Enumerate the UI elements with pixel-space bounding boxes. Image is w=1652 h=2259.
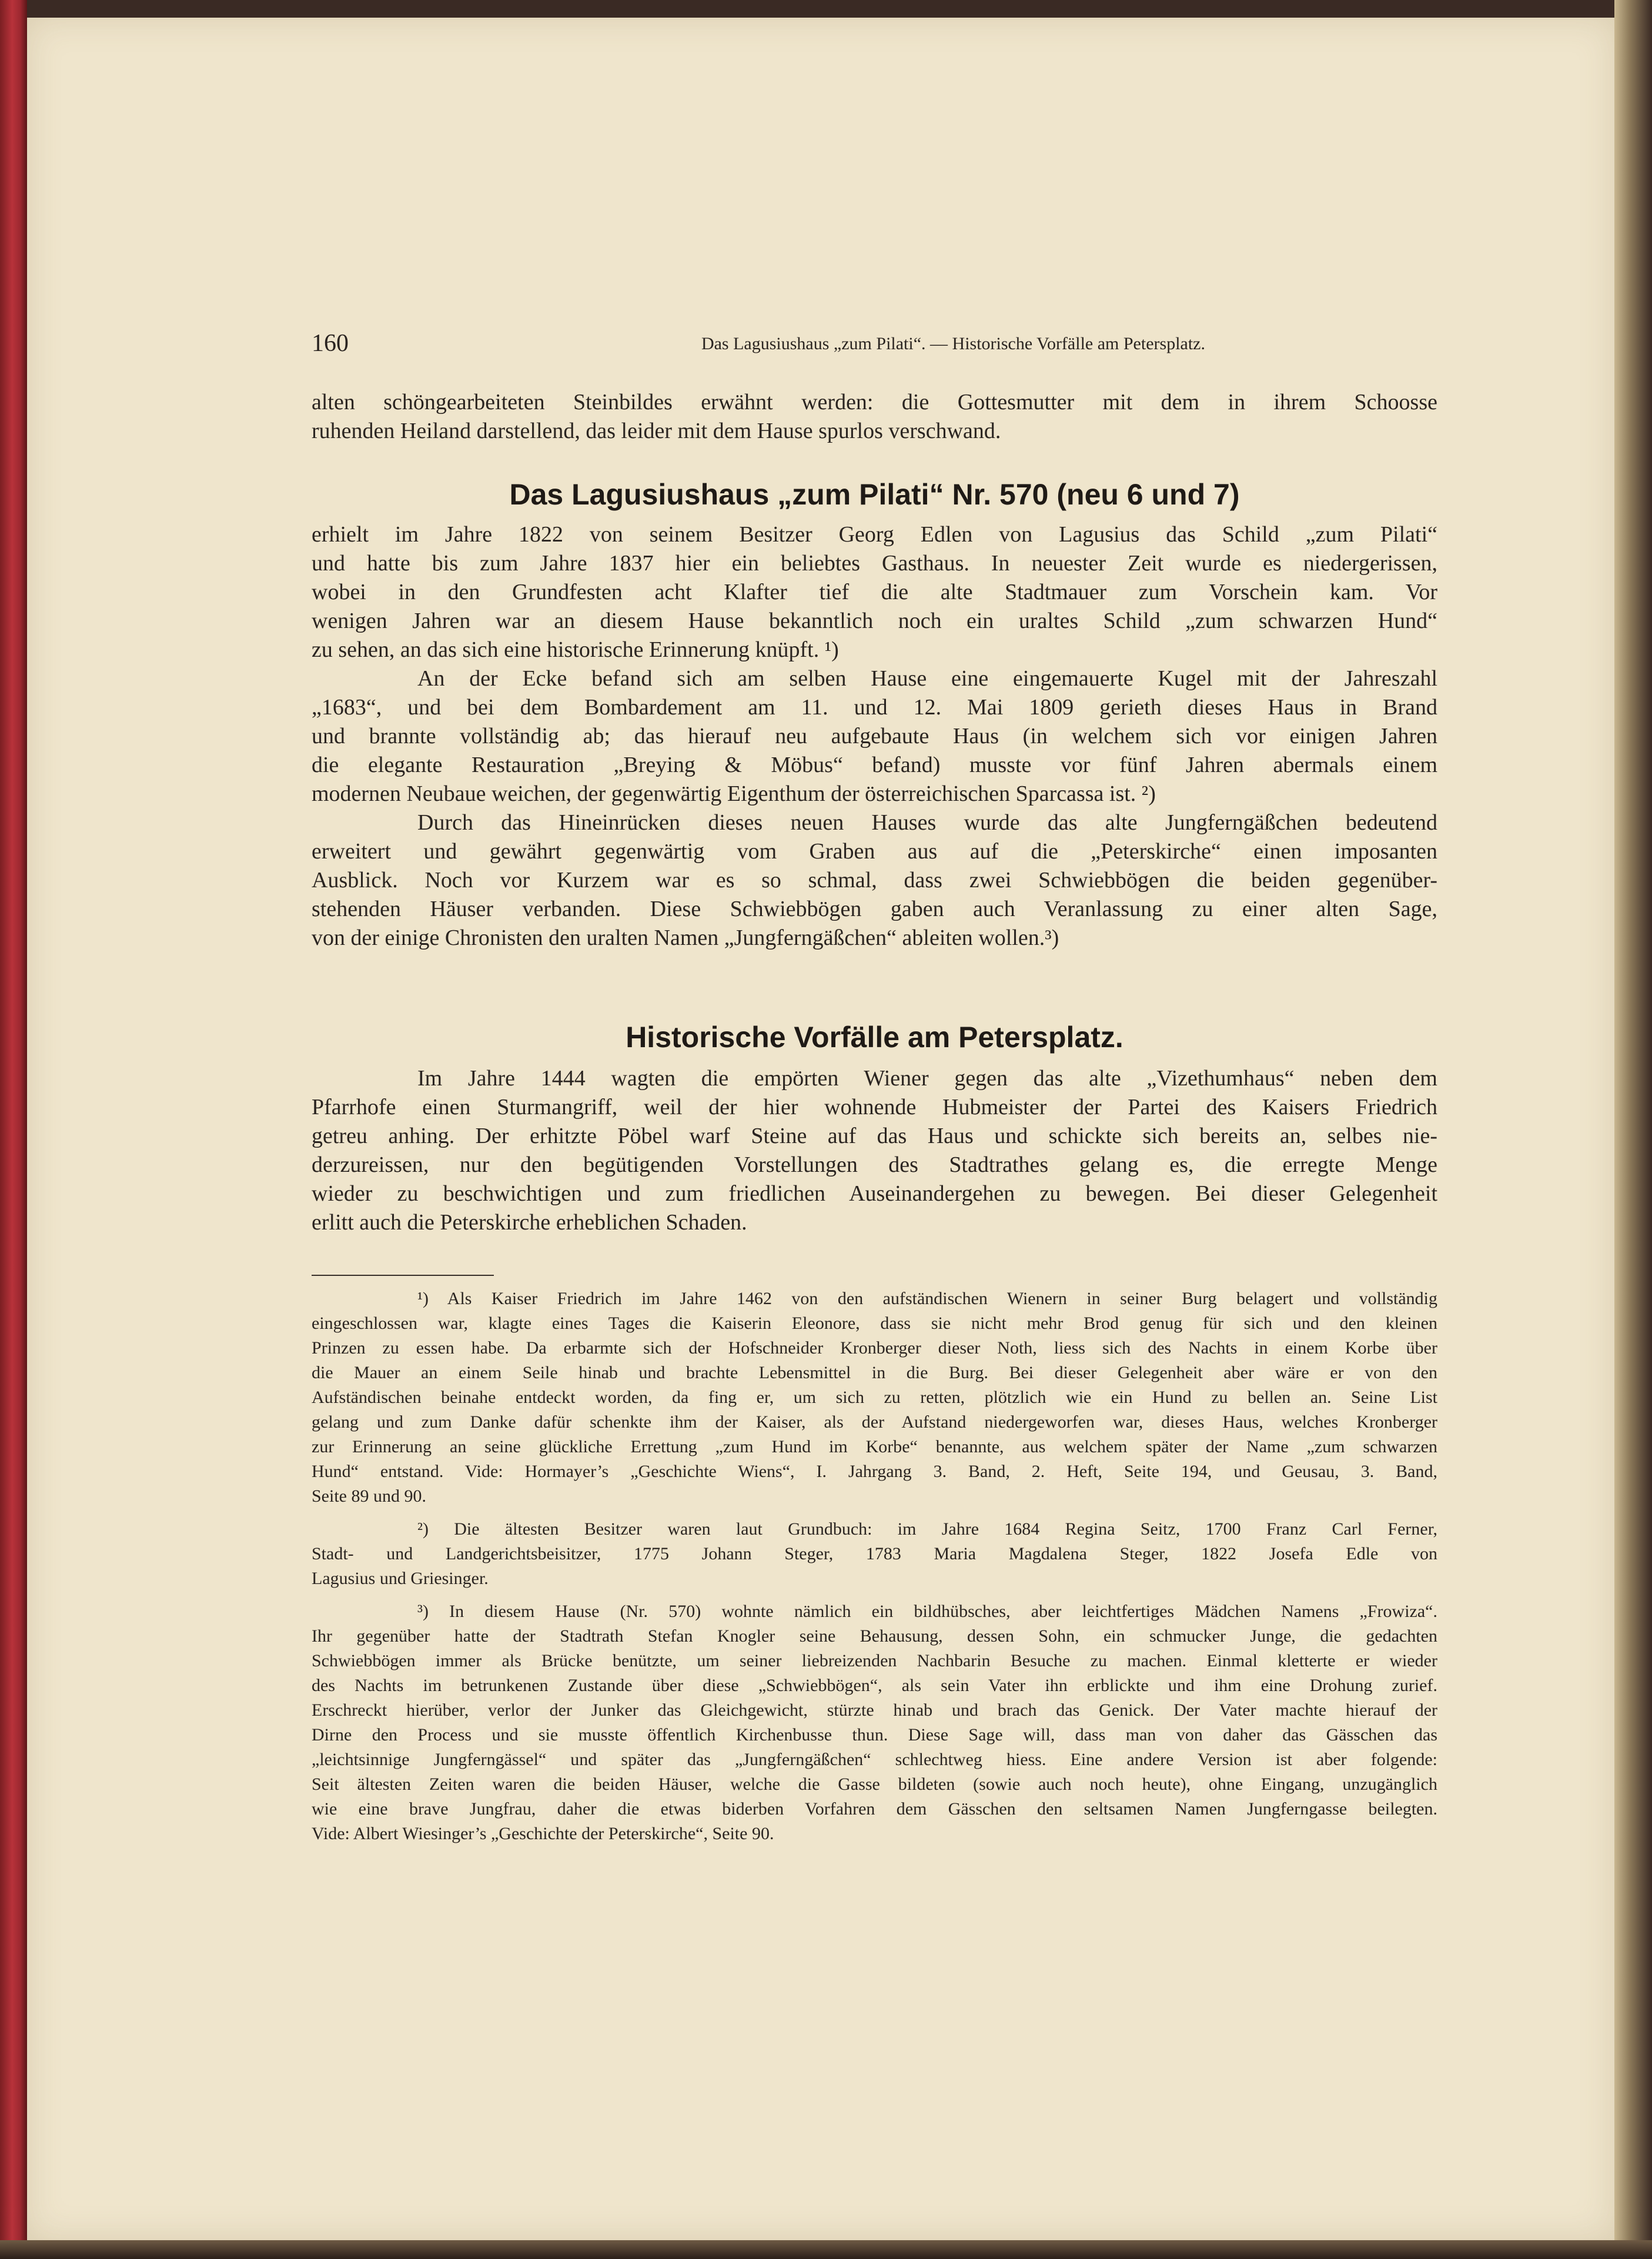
footnote-line: des Nachts im betrunkenen Zustande über diese „Schwiebbögen“, als sein Vater ihn erblickte und ihm eine Drohung zurief.	[312, 1676, 1437, 1695]
text-line: Pfarrhofe einen Sturmangriff, weil der hier wohnende Hubmeister der Partei des Kaisers Friedrich	[312, 1095, 1437, 1120]
footnote-line: Vide: Albert Wiesinger’s „Geschichte der Peterskirche“, Seite 90.	[312, 1824, 774, 1843]
footnote-line: ¹) Als Kaiser Friedrich im Jahre 1462 von den aufständischen Wienern in seiner Burg belagert und vollständig	[417, 1289, 1437, 1308]
text-line: wobei in den Grundfesten acht Klafter tief die alte Stadtmauer zum Vorschein kam. Vor	[312, 580, 1437, 604]
footnote-line: Ihr gegenüber hatte der Stadtrath Stefan Knogler seine Behausung, dessen Sohn, ein schmucker Junge, die gedachten	[312, 1626, 1437, 1646]
footnote-line: Schwiebbögen immer als Brücke benützte, um seiner liebreizenden Nachbarin Besuche zu machen. Einmal kletterte er wieder	[312, 1651, 1437, 1670]
text-line: wenigen Jahren war an diesem Hause bekanntlich noch ein uraltes Schild „zum schwarzen Hund“	[312, 609, 1437, 633]
text-line: Ausblick. Noch vor Kurzem war es so schmal, dass zwei Schwiebbögen die beiden gegenüber-	[312, 868, 1437, 893]
text-line: erlitt auch die Peterskirche erheblichen Schaden.	[312, 1210, 747, 1235]
book-binding-edge	[0, 0, 27, 2259]
text-line: modernen Neubaue weichen, der gegenwärtig Eigenthum der österreichischen Sparcassa ist. ²)	[312, 781, 1156, 806]
text-line: erweitert und gewährt gegenwärtig vom Graben aus auf die „Peterskirche“ einen imposanten	[312, 839, 1437, 864]
footnote-2	[312, 1517, 1437, 1591]
footnote-line: „leichtsinnige Jungferngässel“ und später das „Jungferngäßchen“ schlechtweg hiess. Eine andere Version ist aber folgende:	[312, 1750, 1437, 1769]
footnote-line: wie eine brave Jungfrau, daher die etwas biderben Vorfahren dem Gässchen den seltsamen Namen Jungferngasse beilegten.	[312, 1799, 1437, 1819]
text-line: Im Jahre 1444 wagten die empörten Wiener gegen das alte „Vizethumhaus“ neben dem	[417, 1066, 1437, 1091]
footnote-line: die Mauer an einem Seile hinab und brachte Lebensmittel in die Burg. Bei dieser Gelegenheit aber wäre er von den	[312, 1363, 1437, 1382]
footnote-3	[312, 1599, 1437, 1846]
text-line: von der einige Chronisten den uralten Namen „Jungferngäßchen“ ableiten wollen.³)	[312, 925, 1059, 950]
text-line: derzureissen, nur den begütigenden Vorstellungen des Stadtrathes gelang es, die erregte Menge	[312, 1152, 1437, 1177]
section-lagusiushaus-body	[312, 520, 1437, 953]
text-line: getreu anhing. Der erhitzte Pöbel warf Steine auf das Haus und schickte sich bereits an, selbes nie-	[312, 1124, 1437, 1148]
text-line: stehenden Häuser verbanden. Diese Schwiebbögen gaben auch Veranlassung zu einer alten Sage,	[312, 897, 1437, 921]
text-line: „1683“, und bei dem Bombardement am 11. und 12. Mai 1809 gerieth dieses Haus in Brand	[312, 695, 1437, 720]
page-number: 160	[312, 330, 349, 357]
footnote-line: Dirne den Process und sie musste öffentlich Kirchenbusse thun. Diese Sage will, dass man von daher das Gässchen das	[312, 1725, 1437, 1745]
footnote-line: Hund“ entstand. Vide: Hormayer’s „Geschichte Wiens“, I. Jahrgang 3. Band, 2. Heft, Seite 194, und Geusau, 3. Band,	[312, 1462, 1437, 1481]
footnote-divider	[312, 1275, 494, 1276]
footnote-line: Erschreckt hierüber, verlor der Junker das Gleichgewicht, stürzte hinab und brach das Genick. Der Vater machte hierauf der	[312, 1700, 1437, 1720]
footnote-line: gelang und zum Danke dafür schenkte ihm der Kaiser, als der Aufstand niedergeworfen war, dieses Haus, welches Kronberger	[312, 1412, 1437, 1432]
footnote-line: Lagusius und Griesinger.	[312, 1569, 489, 1588]
running-header	[312, 329, 1205, 359]
running-title: Das Lagusiushaus „zum Pilati“. — Historische Vorfälle am Petersplatz.	[701, 334, 1205, 353]
text-line: und brannte vollständig ab; das hierauf neu aufgebaute Haus (in welchem sich vor einigen Jahren	[312, 724, 1437, 748]
footnote-line: ³) In diesem Hause (Nr. 570) wohnte nämlich ein bildhübsches, aber leichtfertiges Mädchen Namens „Frowiza“.	[417, 1602, 1437, 1621]
footnote-line: eingeschlossen war, klagte eines Tages die Kaiserin Eleonore, dass sie nicht mehr Brod genug für sich und den kleinen	[312, 1314, 1437, 1333]
text-line: zu sehen, an das sich eine historische Erinnerung knüpft. ¹)	[312, 637, 839, 662]
footnote-line: Seit ältesten Zeiten waren die beiden Häuser, welche die Gasse bildeten (sowie auch noch heute), ohne Eingang, unzugänglich	[312, 1775, 1437, 1794]
text-line: ruhenden Heiland darstellend, das leider mit dem Hause spurlos verschwand.	[312, 419, 1001, 443]
section-petersplatz-body	[312, 1064, 1437, 1237]
footnote-line: Seite 89 und 90.	[312, 1486, 426, 1506]
text-line: erhielt im Jahre 1822 von seinem Besitzer Georg Edlen von Lagusius das Schild „zum Pilati“	[312, 522, 1437, 547]
intro-paragraph	[312, 388, 1437, 446]
footnote-line: Prinzen zu essen habe. Da erbarmte sich der Hofschneider Kronberger dieser Noth, liess sich des Nachts in einem Korbe über	[312, 1338, 1437, 1358]
text-line: An der Ecke befand sich am selben Hause eine eingemauerte Kugel mit der Jahreszahl	[417, 666, 1437, 691]
footnote-line: Stadt- und Landgerichtsbeisitzer, 1775 Johann Steger, 1783 Maria Magdalena Steger, 1822 Josefa Edle von	[312, 1544, 1437, 1563]
text-line: die elegante Restauration „Breying & Möbus“ befand) musste vor fünf Jahren abermals einem	[312, 753, 1437, 777]
book-gutter-shadow	[1614, 0, 1652, 2259]
section-heading-lagusiushaus: Das Lagusiushaus „zum Pilati“ Nr. 570 (neu 6 und 7)	[509, 478, 1240, 511]
footnotes	[312, 1286, 1437, 1854]
section-heading-petersplatz: Historische Vorfälle am Petersplatz.	[626, 1021, 1123, 1054]
footnote-line: Aufständischen beinahe entdeckt worden, da fing er, um sich zu retten, plötzlich wie ein Hund zu bellen an. Seine List	[312, 1388, 1437, 1407]
text-line: alten schöngearbeiteten Steinbildes erwähnt werden: die Gottesmutter mit dem in ihrem Schoosse	[312, 390, 1437, 415]
text-line: Durch das Hineinrücken dieses neuen Hauses wurde das alte Jungferngäßchen bedeutend	[417, 810, 1437, 835]
text-line: wieder zu beschwichtigen und zum friedlichen Auseinandergehen zu bewegen. Bei dieser Gelegenheit	[312, 1181, 1437, 1206]
text-line: und hatte bis zum Jahre 1837 hier ein beliebtes Gasthaus. In neuester Zeit wurde es niedergerissen,	[312, 551, 1437, 576]
book-bottom-edge	[0, 2240, 1652, 2259]
footnote-line: zur Erinnerung an seine glückliche Errettung „zum Hund im Korbe“ benannte, aus welchem später der Name „zum schwarzen	[312, 1437, 1437, 1456]
footnote-line: ²) Die ältesten Besitzer waren laut Grundbuch: im Jahre 1684 Regina Seitz, 1700 Franz Carl Ferner,	[417, 1519, 1437, 1539]
footnote-1	[312, 1286, 1437, 1509]
